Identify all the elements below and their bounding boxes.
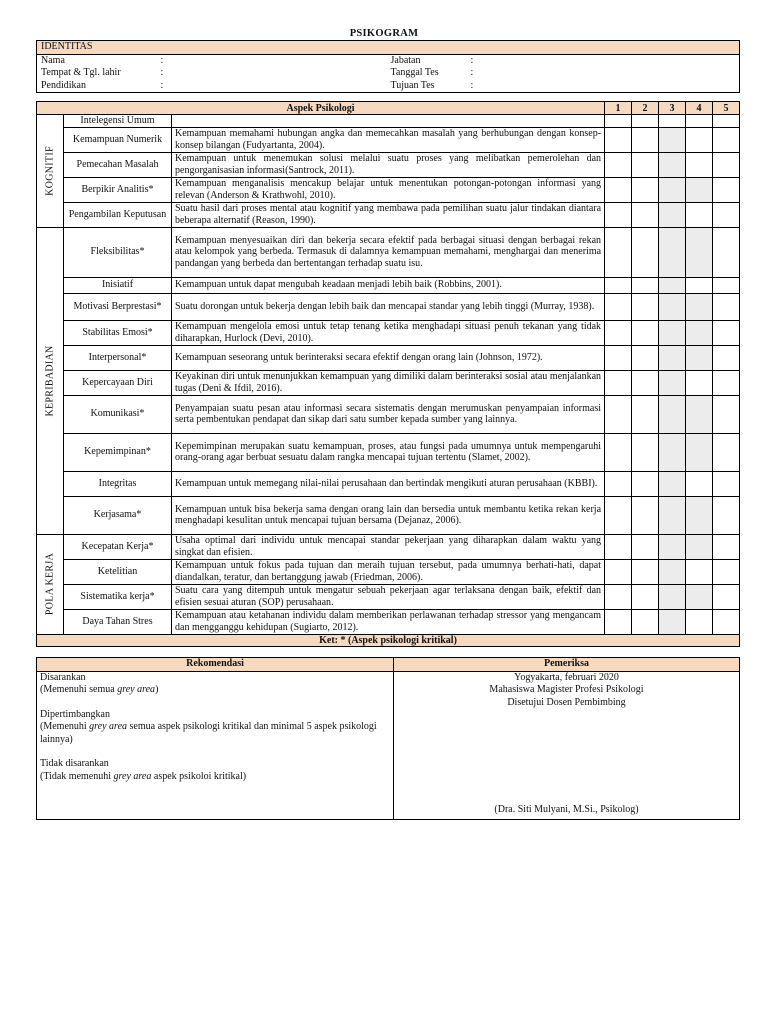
score-cell[interactable]: [605, 227, 632, 277]
aspect-desc: Kemampuan untuk memegang nilai-nilai perusahaan dan bertindak mengikuti aturan perusahaan (KBBI).: [172, 471, 605, 496]
aspect-desc: Penyampaian suatu pesan atau informasi secara sistematis dengan merumuskan penyampaian informasi serta pembentukan pendapat dan sikap dari satu sumber kepada sumber yang lainnya.: [172, 395, 605, 433]
aspect-name: Motivasi Berprestasi*: [64, 293, 172, 320]
score-cell[interactable]: [659, 345, 686, 370]
score-cell[interactable]: [632, 534, 659, 559]
identity-label-tanggal-tes: Tanggal Tes: [390, 67, 439, 78]
score-cell[interactable]: [632, 395, 659, 433]
score-cell[interactable]: [632, 227, 659, 277]
score-cell[interactable]: [605, 395, 632, 433]
score-cell[interactable]: [713, 534, 740, 559]
score-cell[interactable]: [686, 433, 713, 471]
aspect-name: Komunikasi*: [64, 395, 172, 433]
aspect-name: Kemampuan Numerik: [64, 127, 172, 152]
score-cell[interactable]: [713, 227, 740, 277]
score-cell[interactable]: [686, 609, 713, 634]
aspect-desc: Kemampuan untuk menemukan solusi melalui suatu proses yang melibatkan pemerolehan dan pengorganisasian informasi(Santrock, 2011).: [172, 152, 605, 177]
score-cell[interactable]: [659, 496, 686, 534]
examiner-line2: Disetujui Dosen Pembimbing: [507, 696, 626, 708]
score-cell[interactable]: [686, 202, 713, 227]
score-cell[interactable]: [632, 433, 659, 471]
option-tidak-disarankan-note: (Tidak memenuhi grey area aspek psikoloi kritikal): [40, 770, 247, 782]
score-cell[interactable]: [659, 127, 686, 152]
score-header-5: 5: [713, 102, 740, 115]
score-cell[interactable]: [605, 152, 632, 177]
score-cell[interactable]: [686, 395, 713, 433]
identity-value-tujuan-tes: :: [470, 79, 474, 91]
aspect-desc: Kemampuan untuk fokus pada tujuan dan meraih tujuan tersebut, pada umumnya berhati-hati, dapat diandalkan, teratur, dan bertanggung jawab (Friedman, 2006).: [172, 559, 605, 584]
aspect-name: Pemecahan Masalah: [64, 152, 172, 177]
aspect-name: Inisiatif: [64, 277, 172, 293]
aspect-name: Ketelitian: [64, 559, 172, 584]
score-cell[interactable]: [713, 471, 740, 496]
score-cell[interactable]: [632, 609, 659, 634]
score-cell[interactable]: [686, 152, 713, 177]
category-kognitif: KOGNITIF: [37, 115, 64, 228]
score-cell[interactable]: [659, 370, 686, 395]
option-disarankan-note: (Memenuhi semua grey area): [40, 684, 159, 695]
aspect-desc: Kemampuan memahami hubungan angka dan memecahkan masalah yang berhubungan dengan konsep-konsep bilangan (Fudyartanta, 2004).: [172, 127, 605, 152]
aspect-table: [36, 101, 740, 647]
score-cell[interactable]: [632, 559, 659, 584]
score-cell[interactable]: [605, 177, 632, 202]
score-cell[interactable]: [686, 277, 713, 293]
identity-label-tujuan-tes: Tujuan Tes: [390, 79, 435, 91]
option-tidak-disarankan: Tidak disarankan: [40, 758, 109, 769]
score-cell[interactable]: [605, 496, 632, 534]
score-cell[interactable]: [713, 277, 740, 293]
score-cell[interactable]: [605, 277, 632, 293]
recommendation-header: Rekomendasi: [37, 658, 394, 672]
score-cell[interactable]: [686, 177, 713, 202]
score-cell[interactable]: [713, 177, 740, 202]
examiner-body: [394, 671, 740, 819]
aspect-desc: Kepemimpinan merupakan suatu kemampuan, proses, atau fungsi pada umumnya untuk mempengaruhi orang-orang agar berbuat sesuatu dalam rangka mencapai tujuan tertentu (Slamet, 2002).: [172, 433, 605, 471]
score-cell[interactable]: [632, 177, 659, 202]
aspect-desc: Usaha optimal dari individu untuk mencapai standar pekerjaan yang diharapkan dalam waktu yang singkat dan efisien.: [172, 534, 605, 559]
score-cell[interactable]: [686, 320, 713, 345]
score-cell[interactable]: [713, 293, 740, 320]
aspect-desc: Kemampuan mengelola emosi untuk tetap tenang ketika menghadapi situasi penuh tekanan yang tidak diharapkan, Hurlock (Devi, 2010).: [172, 320, 605, 345]
identity-value-nama: :: [160, 54, 164, 66]
score-cell[interactable]: [632, 345, 659, 370]
score-cell[interactable]: [632, 293, 659, 320]
legend-note: Ket: * (Aspek psikologi kritikal): [37, 634, 740, 646]
score-cell[interactable]: [605, 534, 632, 559]
score-cell[interactable]: [713, 345, 740, 370]
score-cell[interactable]: [605, 559, 632, 584]
score-cell[interactable]: [686, 559, 713, 584]
score-cell[interactable]: [605, 433, 632, 471]
aspect-name: Daya Tahan Stres: [64, 609, 172, 634]
score-cell[interactable]: [605, 584, 632, 609]
aspect-desc: Kemampuan menyesuaikan diri dan bekerja secara efektif pada berbagai situasi dengan berbagai rekan atau kelompok yang berbeda. Termasuk di dalamnya kemampuan memahami, menghargai dan menerima pandangan yang berbeda dan bertentangan terhadap suatu isu.: [172, 227, 605, 277]
score-cell[interactable]: [605, 345, 632, 370]
score-cell[interactable]: [713, 559, 740, 584]
score-cell[interactable]: [605, 293, 632, 320]
score-cell[interactable]: [713, 395, 740, 433]
score-cell[interactable]: [632, 202, 659, 227]
aspect-name: Sistematika kerja*: [64, 584, 172, 609]
score-cell[interactable]: [659, 293, 686, 320]
identity-table: [36, 40, 740, 93]
aspect-desc: Keyakinan diri untuk menunjukkan kemampuan yang dimiliki dalam berinteraksi sosial atau menjalankan tugas (Deni & Ifdil, 2016).: [172, 370, 605, 395]
aspect-desc: Suatu hasil dari proses mental atau kognitif yang membawa pada pemilihan suatu jalur tindakan diantara beberapa alternatif (Reason, 1990).: [172, 202, 605, 227]
score-cell[interactable]: [632, 496, 659, 534]
aspect-name: Kerjasama*: [64, 496, 172, 534]
score-cell[interactable]: [659, 395, 686, 433]
score-cell[interactable]: [632, 127, 659, 152]
aspect-desc: Kemampuan untuk bisa bekerja sama dengan orang lain dan bersedia untuk membantu ketika rekan kerja menghadapi kesulitan untuk mencapai tujuan bersama (Dejanaz, 2006).: [172, 496, 605, 534]
score-cell[interactable]: [605, 320, 632, 345]
score-cell[interactable]: [659, 320, 686, 345]
identity-label-ttl: Tempat & Tgl. lahir: [41, 67, 121, 78]
identity-label-jabatan: Jabatan: [390, 54, 421, 66]
score-cell[interactable]: [659, 177, 686, 202]
score-cell[interactable]: [686, 293, 713, 320]
score-cell[interactable]: [713, 609, 740, 634]
score-cell[interactable]: [605, 370, 632, 395]
aspect-header: Aspek Psikologi: [37, 102, 605, 115]
aspect-desc: Kemampuan menganalisis mencakup belajar untuk menentukan potongan-potongan informasi yang relevan (Anderson & Krathwohl, 2010).: [172, 177, 605, 202]
score-cell[interactable]: [659, 152, 686, 177]
score-header-2: 2: [632, 102, 659, 115]
score-header-1: 1: [605, 102, 632, 115]
score-cell[interactable]: [686, 584, 713, 609]
score-cell[interactable]: [686, 345, 713, 370]
score-cell[interactable]: [632, 320, 659, 345]
score-header-3: 3: [659, 102, 686, 115]
aspect-name: Kepercayaan Diri: [64, 370, 172, 395]
score-cell[interactable]: [659, 433, 686, 471]
aspect-desc: Kemampuan seseorang untuk berinteraksi secara efektif dengan orang lain (Johnson, 1972).: [172, 345, 605, 370]
score-cell[interactable]: [659, 559, 686, 584]
score-cell[interactable]: [632, 277, 659, 293]
score-cell[interactable]: [632, 370, 659, 395]
score-cell[interactable]: [686, 370, 713, 395]
score-cell[interactable]: [686, 127, 713, 152]
aspect-desc: Suatu dorongan untuk bekerja dengan lebih baik dan mencapai standar yang lebih tinggi (Murray, 1938).: [172, 293, 605, 320]
examiner-header: Pemeriksa: [394, 658, 740, 672]
score-cell[interactable]: [659, 609, 686, 634]
recommendation-table: [36, 657, 740, 820]
identity-value-tanggal-tes: :: [470, 67, 474, 78]
score-cell[interactable]: [713, 370, 740, 395]
identity-label-nama: Nama: [41, 54, 65, 66]
score-cell[interactable]: [686, 534, 713, 559]
score-cell[interactable]: [659, 277, 686, 293]
identity-header: IDENTITAS: [37, 41, 740, 55]
score-cell[interactable]: [632, 584, 659, 609]
score-cell[interactable]: [713, 584, 740, 609]
aspect-desc: Kemampuan atau ketahanan individu dalam memberikan perlawanan terhadap stressor yang mengancam dan mengganggu kehidupan (Sugiarto, 2012).: [172, 609, 605, 634]
score-cell[interactable]: [713, 320, 740, 345]
identity-value-ttl: :: [160, 67, 164, 78]
intelegensi-umum-label: Intelegensi Umum: [64, 115, 172, 128]
score-cell[interactable]: [686, 227, 713, 277]
examiner-place-date: Yogyakarta, februari 2020: [514, 671, 619, 683]
aspect-name: Interpersonal*: [64, 345, 172, 370]
examiner-signer: (Dra. Siti Mulyani, M.Si., Psikolog): [494, 804, 639, 815]
aspect-desc: Kemampuan untuk dapat mengubah keadaan menjadi lebih baik (Robbins, 2001).: [172, 277, 605, 293]
score-cell[interactable]: [713, 127, 740, 152]
score-cell[interactable]: [713, 152, 740, 177]
score-cell[interactable]: [605, 609, 632, 634]
score-cell[interactable]: [632, 152, 659, 177]
score-cell[interactable]: [605, 127, 632, 152]
option-disarankan: Disarankan: [40, 671, 86, 683]
option-dipertimbangkan: Dipertimbangkan: [40, 708, 110, 720]
score-cell[interactable]: [632, 471, 659, 496]
score-cell[interactable]: [713, 433, 740, 471]
category-kepribadian: KEPRIBADIAN: [37, 227, 64, 534]
examiner-line1: Mahasiswa Magister Profesi Psikologi: [489, 684, 644, 695]
aspect-desc: Suatu cara yang ditempuh untuk mengatur sebuah pekerjaan agar terlaksana dengan baik, efektif dan efisien sesuai aturan (SOP) perusahaan.: [172, 584, 605, 609]
category-pola-kerja: POLA KERJA: [37, 534, 64, 634]
score-cell[interactable]: [686, 471, 713, 496]
score-cell[interactable]: [605, 202, 632, 227]
aspect-name: Kepemimpinan*: [64, 433, 172, 471]
score-cell[interactable]: [686, 496, 713, 534]
identity-value-jabatan: :: [470, 54, 474, 66]
score-cell[interactable]: [659, 471, 686, 496]
recommendation-body: [37, 671, 394, 819]
option-dipertimbangkan-note: (Memenuhi grey area semua aspek psikologi kritikal dan minimal 5 aspek psikologi lainnya): [40, 721, 377, 745]
score-header-4: 4: [686, 102, 713, 115]
score-cell[interactable]: [659, 534, 686, 559]
aspect-name: Stabilitas Emosi*: [64, 320, 172, 345]
score-cell[interactable]: [713, 496, 740, 534]
identity-label-pendidikan: Pendidikan: [41, 79, 86, 91]
score-cell[interactable]: [605, 471, 632, 496]
identity-value-pendidikan: :: [160, 79, 164, 91]
score-cell[interactable]: [659, 227, 686, 277]
aspect-name: Kecepatan Kerja*: [64, 534, 172, 559]
score-cell[interactable]: [713, 202, 740, 227]
aspect-name: Fleksibilitas*: [64, 227, 172, 277]
aspect-name: Integritas: [64, 471, 172, 496]
aspect-name: Pengambilan Keputusan: [64, 202, 172, 227]
aspect-name: Berpikir Analitis*: [64, 177, 172, 202]
page-title: PSIKOGRAM: [349, 28, 419, 39]
score-cell[interactable]: [659, 584, 686, 609]
score-cell[interactable]: [659, 202, 686, 227]
